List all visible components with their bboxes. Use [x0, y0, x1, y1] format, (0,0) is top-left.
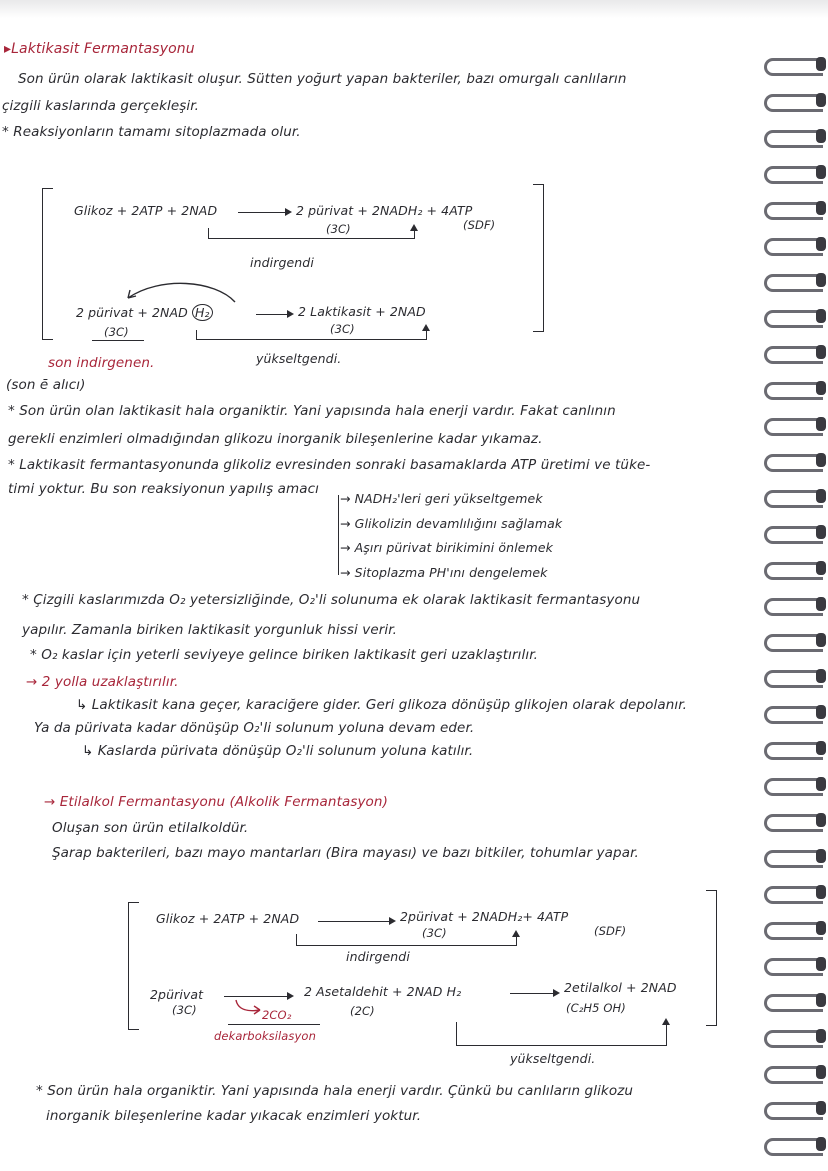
red-arrow-icon: ▸	[4, 41, 12, 57]
spiral-ring	[762, 54, 828, 76]
page-edge-shadow	[0, 0, 828, 18]
spiral-ring	[762, 918, 828, 940]
paragraph-line: Ya da pürivata kadar dönüşüp O₂'li solunum yoluna devam eder.	[34, 720, 475, 736]
spiral-ring	[762, 234, 828, 256]
label-indirgendi: indirgendi	[346, 949, 410, 964]
up-arrow-icon	[414, 228, 415, 239]
curved-arrow-icon	[120, 276, 240, 306]
spiral-ring	[762, 630, 828, 652]
spiral-ring	[762, 954, 828, 976]
spiral-ring	[762, 450, 828, 472]
sdf-note: (SDF)	[594, 924, 627, 938]
spiral-ring	[762, 198, 828, 220]
carbon-count: (3C)	[326, 222, 351, 236]
spiral-ring	[762, 306, 828, 328]
intermediate-asetaldehit: 2 Asetaldehit + 2NAD H₂	[304, 984, 462, 999]
spiral-ring	[762, 342, 828, 364]
reaction-arrow	[238, 212, 290, 213]
carbon-count: (2C)	[350, 1004, 375, 1018]
reaction-arrow	[318, 921, 394, 922]
list-item: → NADH₂'leri geri yükseltgemek	[340, 491, 543, 506]
reactants-2: 2 pürivat + 2NAD H₂	[76, 305, 213, 320]
paragraph-line: timi yoktur. Bu son reaksiyonun yapılış amacı	[8, 481, 320, 497]
list-item: → Aşırı pürivat birikimini önlemek	[340, 540, 553, 555]
paragraph-line: inorganik bileşenlerine kadar yıkacak enzimleri yoktur.	[46, 1108, 422, 1124]
paragraph-line: Oluşan son ürün etilalkoldür.	[52, 820, 249, 836]
label-indirgendi: indirgendi	[250, 255, 314, 270]
spiral-ring	[762, 90, 828, 112]
reaction-arrow	[256, 314, 292, 315]
spiral-ring	[762, 774, 828, 796]
co2-label: 2CO₂	[262, 1008, 292, 1022]
list-item: → Sitoplazma PH'ını dengelemek	[340, 565, 548, 580]
products-2: 2 Laktikasit + 2NAD	[298, 304, 426, 319]
spiral-ring	[762, 522, 828, 544]
carbon-count: (3C)	[422, 926, 447, 940]
spiral-ring	[762, 270, 828, 292]
son-e-alici: (son ē alıcı)	[6, 377, 86, 393]
carbon-count: (3C)	[172, 1003, 197, 1017]
spiral-ring	[762, 882, 828, 904]
spiral-ring	[762, 414, 828, 436]
spiral-ring	[762, 1134, 828, 1156]
spiral-ring	[762, 666, 828, 688]
right-bracket	[706, 890, 717, 1026]
redox-line	[296, 945, 516, 946]
up-arrow-icon	[426, 328, 427, 340]
section-heading-etilalkol: → Etilalkol Fermantasyonu (Alkolik Fermantasyon)	[44, 794, 388, 810]
spiral-ring	[762, 990, 828, 1012]
paragraph-line: * Laktikasit fermantasyonunda glikoliz evresinden sonraki basamaklarda ATP üretimi ve tüke-	[8, 457, 651, 473]
label-dekarboksilasyon: dekarboksilasyon	[214, 1029, 316, 1043]
spiral-ring	[762, 378, 828, 400]
left-bracket	[42, 188, 53, 340]
product-etilalkol: 2etilalkol + 2NAD	[564, 980, 677, 995]
reaction-arrow	[224, 996, 292, 997]
up-arrow-icon	[666, 1022, 667, 1046]
branch-arrow-icon	[234, 998, 264, 1016]
list-item: → Glikolizin devamlılığını sağlamak	[340, 516, 563, 531]
paragraph-line: Son ürün olarak laktikasit oluşur. Sütten yoğurt yapan bakteriler, bazı omurgalı canlıların	[18, 71, 627, 87]
spiral-ring	[762, 702, 828, 724]
paragraph-line: Şarap bakterileri, bazı mayo mantarları (Bira mayası) ve bazı bitkiler, tohumlar yapar.	[52, 845, 639, 861]
son-indirgenen: son indirgenen.	[48, 355, 155, 371]
spiral-ring	[762, 126, 828, 148]
paragraph-line: gerekli enzimleri olmadığından glikozu inorganik bileşenlerine kadar yıkamaz.	[8, 431, 543, 447]
paragraph-line: * Son ürün olan laktikasit hala organiktir. Yani yapısında hala enerji vardır. Fakat canlının	[8, 403, 616, 419]
paragraph-line: * Çizgili kaslarımızda O₂ yetersizliğinde, O₂'li solunuma ek olarak laktikasit fermantasyonu	[22, 592, 641, 608]
formula-c2h5oh: (C₂H5 OH)	[566, 1001, 626, 1015]
spiral-ring	[762, 486, 828, 508]
right-bracket	[533, 184, 544, 332]
redox-line	[456, 1022, 457, 1046]
products-1: 2 pürivat + 2NADH₂ + 4ATP	[296, 203, 473, 218]
list-connector	[338, 495, 339, 575]
paragraph-line: → 2 yolla uzaklaştırılır.	[26, 674, 179, 690]
underline	[228, 1024, 320, 1025]
label-yukseltgendi: yükseltgendi.	[256, 351, 342, 366]
paragraph-line: çizgili kaslarında gerçekleşir.	[2, 98, 200, 114]
spiral-ring	[762, 1062, 828, 1084]
paragraph-line: * Reaksiyonların tamamı sitoplazmada olur.	[2, 124, 301, 140]
paragraph-line: * Son ürün hala organiktir. Yani yapısında hala enerji vardır. Çünkü bu canlıların glikozu	[36, 1083, 634, 1099]
spiral-ring	[762, 594, 828, 616]
spiral-ring	[762, 810, 828, 832]
sdf-note: (SDF)	[463, 218, 496, 232]
paragraph-line: yapılır. Zamanla biriken laktikasit yorgunluk hissi verir.	[22, 622, 398, 638]
reaction-arrow	[510, 993, 558, 994]
label-yukseltgendi: yükseltgendi.	[510, 1051, 596, 1066]
paragraph-line: * O₂ kaslar için yeterli seviyeye gelince biriken laktikasit geri uzaklaştırılır.	[30, 647, 539, 663]
spiral-binding	[758, 40, 828, 1171]
section-heading-laktikasit: ▸Laktikasit Fermantasyonu	[4, 41, 195, 57]
spiral-ring	[762, 1026, 828, 1048]
spiral-ring	[762, 162, 828, 184]
underline	[92, 340, 144, 341]
spiral-ring	[762, 738, 828, 760]
left-bracket	[128, 902, 139, 1030]
up-arrow-icon	[516, 934, 517, 946]
redox-line	[196, 339, 426, 340]
reactants-1: Glikoz + 2ATP + 2NAD	[156, 911, 300, 926]
reactant-piruvat: 2pürivat	[150, 987, 204, 1002]
carbon-count: (3C)	[330, 322, 355, 336]
paragraph-line: ↳ Kaslarda pürivata dönüşüp O₂'li solunum yoluna katılır.	[82, 743, 474, 759]
spiral-ring	[762, 846, 828, 868]
spiral-ring	[762, 558, 828, 580]
carbon-count: (3C)	[104, 325, 129, 339]
redox-line	[456, 1045, 666, 1046]
products-1: 2pürivat + 2NADH₂+ 4ATP	[400, 909, 569, 924]
h2-circled: H₂	[192, 304, 213, 321]
reactants-1: Glikoz + 2ATP + 2NAD	[74, 203, 218, 218]
spiral-ring	[762, 1098, 828, 1120]
paragraph-line: ↳ Laktikasit kana geçer, karaciğere gider. Geri glikoza dönüşüp glikojen olarak depolanır.	[76, 697, 688, 713]
redox-line	[208, 238, 414, 239]
